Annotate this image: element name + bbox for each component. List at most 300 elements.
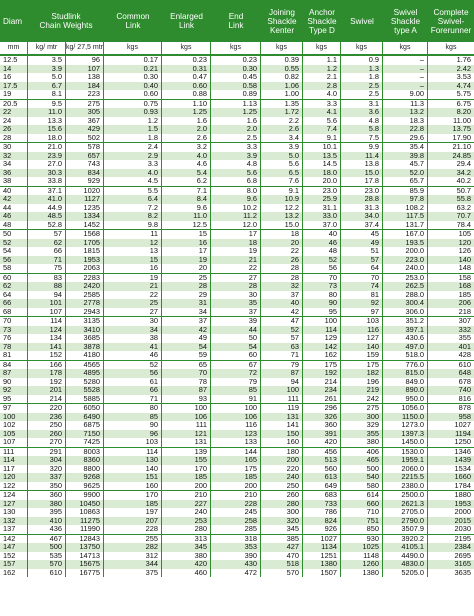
value-cell: 210 (211, 491, 261, 500)
diam-cell: 44 (0, 204, 28, 213)
row-group (0, 447, 474, 491)
value-cell: 11990 (66, 525, 104, 534)
value-cell: 1346 (454, 447, 471, 456)
value-cell: 41.0 (28, 195, 66, 204)
value-cell: 6.75 (456, 99, 471, 108)
diam-cell: 50 (0, 230, 28, 239)
row-group (0, 403, 474, 447)
value-cell: 114 (104, 448, 162, 457)
diam-cell: 66 (0, 299, 28, 308)
value-cell: 926 (303, 525, 341, 534)
diam-cell: 90 (0, 378, 28, 387)
value-cell: 420 (162, 560, 211, 569)
value-cell: 133 (211, 438, 261, 447)
diam-cell: 60 (0, 274, 28, 283)
value-cell: 184 (66, 82, 104, 91)
value-cell: 16 (104, 264, 162, 273)
value-cell: 4.74 (456, 81, 471, 90)
value-cell: – (383, 65, 428, 74)
value-cell: 1.76 (456, 56, 471, 64)
value-cell: 1260 (341, 560, 383, 569)
row-group (0, 142, 474, 186)
diam-cell: 105 (0, 430, 28, 439)
value-cell: 56 (104, 369, 162, 378)
value-cell: 114 (303, 326, 341, 335)
value-cell: 9.1 (261, 187, 303, 196)
value-cell: 3.4 (261, 134, 303, 143)
value-cell: 0.58 (211, 82, 261, 91)
value-cell: 1439 (454, 456, 471, 464)
value-cell: 23.0 (303, 187, 341, 196)
value-cell: 2.5 (341, 90, 383, 99)
value-cell: 139 (162, 448, 211, 457)
value-cell: 260 (28, 430, 66, 439)
table-row (0, 187, 474, 196)
value-cell: 103 (341, 317, 383, 326)
value-cell: 26 (261, 256, 303, 265)
table-row (0, 569, 474, 578)
value-cell: 3135 (66, 317, 104, 326)
value-cell: 849.0 (383, 378, 428, 387)
value-cell: 345 (261, 525, 303, 534)
value-cell: 47 (261, 317, 303, 326)
value-cell: 0.75 (104, 100, 162, 109)
value-cell: 28 (211, 282, 261, 291)
value-cell: 92 (341, 299, 383, 308)
value-cell: 8360 (66, 456, 104, 465)
value-cell: 192 (303, 369, 341, 378)
value-cell: 2.5 (341, 82, 383, 91)
table-row (0, 430, 474, 439)
value-cell: 350 (28, 482, 66, 491)
table-row (0, 448, 474, 457)
table-row (0, 274, 474, 283)
value-cell: 30 (104, 317, 162, 326)
diam-cell: 28 (0, 134, 28, 143)
value-cell: 185 (104, 500, 162, 509)
value-cell: 105 (458, 230, 471, 238)
value-cell: 182 (341, 369, 383, 378)
value-cell: 337 (28, 473, 66, 482)
table-row (0, 308, 474, 317)
table-row (0, 125, 474, 134)
value-cell: 467 (28, 535, 66, 544)
value-cell: 360 (28, 491, 66, 500)
unit-cell: kgs (341, 42, 383, 54)
value-cell: 111 (162, 421, 211, 430)
value-cell: 141 (261, 421, 303, 430)
value-cell: 37.0 (303, 221, 341, 230)
table-row (0, 395, 474, 404)
value-cell: 3878 (66, 343, 104, 352)
value-cell: 2.6 (162, 134, 211, 143)
value-cell: 63.2 (456, 203, 471, 212)
value-cell: 6.8 (211, 177, 261, 186)
value-cell: 1056.0 (383, 404, 428, 413)
value-cell: 140 (458, 255, 471, 264)
diam-cell: 142 (0, 535, 28, 544)
value-cell: 40 (303, 230, 341, 239)
value-cell: 228 (104, 525, 162, 534)
value-cell: 12.0 (211, 221, 261, 230)
value-cell: 13.75 (452, 125, 471, 133)
table-row (0, 500, 474, 509)
value-cell: 11.3 (383, 100, 428, 109)
value-cell: 580 (341, 482, 383, 491)
value-cell: 1235 (66, 204, 104, 213)
value-cell: 11.4 (341, 152, 383, 161)
value-cell: 258 (211, 517, 261, 526)
row-group (0, 490, 474, 534)
units-row (0, 42, 474, 55)
value-cell: 19 (162, 256, 211, 265)
value-cell: 500 (28, 543, 66, 552)
value-cell: 9625 (66, 482, 104, 491)
value-cell: 1334 (66, 212, 104, 221)
value-cell: 50.7 (456, 186, 471, 195)
value-cell: 119 (261, 404, 303, 413)
value-cell: 29.6 (383, 134, 428, 143)
value-cell: 220 (28, 404, 66, 413)
header-studlink: Studlink Chain Weights (39, 12, 93, 30)
value-cell: 75 (28, 264, 66, 273)
value-cell: 18.0 (28, 134, 66, 143)
value-cell: 63 (261, 343, 303, 352)
value-cell: 30 (211, 291, 261, 300)
value-cell: 5.0 (28, 73, 66, 82)
value-cell: 100 (303, 317, 341, 326)
value-cell: 140 (104, 465, 162, 474)
value-cell: 95 (303, 308, 341, 317)
value-cell: 70.7 (456, 212, 471, 220)
value-cell: 560 (303, 465, 341, 474)
value-cell: 31 (162, 299, 211, 308)
value-cell: 106 (162, 413, 211, 422)
value-cell: 49 (341, 239, 383, 248)
value-cell: 5280 (66, 378, 104, 387)
diam-cell: 38 (0, 177, 28, 186)
unit-cell: kgs (162, 42, 211, 54)
value-cell: 14713 (66, 552, 104, 561)
table-row (0, 82, 474, 91)
value-cell: 29.4 (456, 160, 471, 168)
diam-cell: 12.5 (0, 56, 28, 65)
diam-cell: 30 (0, 143, 28, 152)
value-cell: 2195 (454, 534, 471, 543)
value-cell: 79 (261, 361, 303, 370)
value-cell: 2695 (454, 551, 471, 560)
diam-cell: 92 (0, 386, 28, 395)
value-cell: 6050 (66, 404, 104, 413)
value-cell: 367 (66, 117, 104, 126)
value-cell: 170 (162, 465, 211, 474)
value-cell: 291 (28, 448, 66, 457)
table-row (0, 221, 474, 230)
value-cell: 48 (303, 247, 341, 256)
value-cell: 62 (28, 239, 66, 248)
value-cell: 13.2 (261, 212, 303, 221)
value-cell: 0.82 (261, 73, 303, 82)
value-cell: 16775 (66, 569, 104, 578)
value-cell: 0.40 (104, 82, 162, 91)
value-cell: 0.88 (162, 90, 211, 99)
value-cell: 15.0 (341, 169, 383, 178)
value-cell: 13.3 (28, 117, 66, 126)
value-cell: 15.0 (261, 221, 303, 230)
value-cell: 107 (66, 65, 104, 74)
value-cell: 25 (162, 274, 211, 283)
value-cell: 130 (104, 456, 162, 465)
value-cell: – (383, 56, 428, 65)
value-cell: 0.30 (211, 65, 261, 74)
table-row (0, 108, 474, 117)
value-cell: 11.0 (28, 108, 66, 117)
value-cell: 80 (303, 291, 341, 300)
value-cell: 20.0 (303, 177, 341, 186)
value-cell: 240 (162, 508, 211, 517)
value-cell: 6490 (66, 413, 104, 422)
value-cell: 5.6 (261, 160, 303, 169)
value-cell: 206 (458, 299, 471, 307)
value-cell: 2.0 (162, 125, 211, 134)
value-cell: 5.6 (211, 169, 261, 178)
value-cell: 430 (211, 560, 261, 569)
diam-cell: 157 (0, 560, 28, 569)
value-cell: 127 (341, 334, 383, 343)
diam-cell: 84 (0, 361, 28, 370)
value-cell: 44.9 (28, 204, 66, 213)
value-cell: 344 (104, 560, 162, 569)
value-cell: 150 (261, 430, 303, 439)
table-row (0, 100, 474, 109)
value-cell: 214 (303, 378, 341, 387)
value-cell: 39.8 (383, 152, 428, 161)
value-cell: 10450 (66, 500, 104, 509)
value-cell: 380 (28, 500, 66, 509)
value-cell: 10.2 (211, 204, 261, 213)
value-cell: 38 (104, 334, 162, 343)
value-cell: 81 (341, 291, 383, 300)
value-cell: 214 (28, 395, 66, 404)
value-cell: 1127 (66, 195, 104, 204)
value-cell: 54 (211, 343, 261, 352)
table-row (0, 560, 474, 569)
value-cell: 2420 (66, 282, 104, 291)
value-cell: 56 (303, 264, 341, 273)
value-cell: 1.3 (341, 65, 383, 74)
value-cell: 19 (104, 274, 162, 283)
value-cell: 430.6 (383, 334, 428, 343)
value-cell: 219 (341, 386, 383, 395)
value-cell: 1273.0 (383, 421, 428, 430)
value-cell: 66 (104, 386, 162, 395)
value-cell: 2.2 (261, 117, 303, 126)
value-cell: 614 (341, 491, 383, 500)
value-cell: 3410 (66, 326, 104, 335)
value-cell: 39 (211, 317, 261, 326)
value-cell: 0.9 (341, 56, 383, 65)
value-cell: 22 (211, 264, 261, 273)
value-cell: 155 (162, 456, 211, 465)
value-cell: 410 (28, 517, 66, 526)
value-cell: 318 (211, 535, 261, 544)
value-cell: 8.4 (162, 195, 211, 204)
value-cell: 743 (66, 160, 104, 169)
diam-cell: 87 (0, 369, 28, 378)
value-cell: 142 (303, 343, 341, 352)
value-cell: 2.6 (261, 125, 303, 134)
value-cell: 152 (28, 351, 66, 360)
value-cell: 201 (28, 386, 66, 395)
value-cell: 4.6 (162, 160, 211, 169)
value-cell: 610 (458, 360, 471, 369)
value-cell: 6875 (66, 421, 104, 430)
header-enlarged-link: Enlarged Link (170, 12, 203, 30)
value-cell: 2943 (66, 308, 104, 317)
value-cell: 4.8 (211, 160, 261, 169)
value-cell: 34.2 (456, 168, 471, 177)
value-cell: 678 (458, 377, 471, 386)
value-cell: 261 (303, 395, 341, 404)
diam-cell: 73 (0, 326, 28, 335)
unit-cell: kgs (445, 44, 457, 51)
diam-cell: 16 (0, 73, 28, 82)
value-cell: 101 (28, 299, 66, 308)
value-cell: 0.55 (261, 65, 303, 74)
value-cell: 8.2 (104, 212, 162, 221)
value-cell: 78.4 (456, 220, 471, 229)
value-cell: 124 (28, 326, 66, 335)
value-cell: 3.1 (341, 100, 383, 109)
row-group (0, 55, 474, 99)
value-cell: 733 (303, 500, 341, 509)
value-cell: 24.85 (452, 151, 471, 160)
value-cell: 234 (303, 386, 341, 395)
value-cell: 250 (28, 421, 66, 430)
table-row (0, 473, 474, 482)
value-cell: 3.3 (303, 100, 341, 109)
diam-cell: 124 (0, 491, 28, 500)
value-cell: 65.7 (383, 177, 428, 186)
value-cell: 42 (162, 326, 211, 335)
diam-cell: 68 (0, 308, 28, 317)
value-cell: 40 (261, 299, 303, 308)
value-cell: 1148 (341, 552, 383, 561)
value-cell: 3.9 (28, 65, 66, 74)
value-cell: 9268 (66, 473, 104, 482)
value-cell: 100 (261, 386, 303, 395)
value-cell: 834 (66, 169, 104, 178)
value-cell: 518.0 (383, 351, 428, 360)
value-cell: 657 (66, 152, 104, 161)
table-row (0, 465, 474, 474)
value-cell: 1.2 (303, 65, 341, 74)
value-cell: 1953 (66, 256, 104, 265)
table-row (0, 386, 474, 395)
table-row (0, 299, 474, 308)
value-cell: 37 (211, 308, 261, 317)
diam-cell: 48 (0, 221, 28, 230)
value-cell: 114 (28, 317, 66, 326)
diam-cell: 147 (0, 543, 28, 552)
value-cell: 100 (162, 404, 211, 413)
value-cell: 8.0 (211, 187, 261, 196)
value-cell: 4490.0 (383, 552, 428, 561)
value-cell: 158 (458, 273, 471, 282)
diam-cell: 102 (0, 421, 28, 430)
value-cell: 3635 (454, 568, 471, 577)
value-cell: 7425 (66, 438, 104, 447)
value-cell: 83 (28, 274, 66, 283)
diam-cell: 42 (0, 195, 28, 204)
value-cell: 385 (261, 535, 303, 544)
value-cell: 4.0 (162, 152, 211, 161)
value-cell: 90 (303, 299, 341, 308)
value-cell: 429 (66, 125, 104, 134)
value-cell: 168 (458, 282, 471, 290)
table-row (0, 317, 474, 326)
value-cell: 11275 (66, 517, 104, 526)
value-cell: 165 (211, 456, 261, 465)
value-cell: 1568 (66, 230, 104, 239)
diam-cell: 137 (0, 525, 28, 534)
row-group (0, 229, 474, 273)
value-cell: 3.5 (28, 56, 66, 65)
value-cell: 2585 (66, 291, 104, 300)
value-cell: 436 (28, 525, 66, 534)
value-cell: 96 (66, 56, 104, 65)
value-cell: 6.4 (104, 195, 162, 204)
table-row (0, 247, 474, 256)
value-cell: 326 (303, 413, 341, 422)
value-cell: 103 (104, 438, 162, 447)
value-cell: 518 (261, 560, 303, 569)
value-cell: 29 (162, 291, 211, 300)
value-cell: 578 (66, 143, 104, 152)
value-cell: 4105.1 (383, 543, 428, 552)
value-cell: 465 (341, 456, 383, 465)
value-cell: 22 (261, 247, 303, 256)
value-cell: 3685 (66, 334, 104, 343)
value-cell: 0.23 (162, 56, 211, 65)
unit-cell: kgs (104, 42, 162, 54)
value-cell: 180 (261, 448, 303, 457)
value-cell: 85 (211, 386, 261, 395)
value-cell: 375 (104, 569, 162, 578)
value-cell: 57 (28, 230, 66, 239)
value-cell: 3.9 (261, 143, 303, 152)
value-cell: 7.5 (341, 134, 383, 143)
table-row (0, 134, 474, 143)
value-cell: 11.0 (162, 212, 211, 221)
value-cell: 312 (104, 552, 162, 561)
value-cell: 20 (162, 264, 211, 273)
value-cell: 100 (211, 404, 261, 413)
diam-cell: 26 (0, 125, 28, 134)
diam-cell: 107 (0, 438, 28, 447)
value-cell: 878 (458, 404, 471, 412)
value-cell: 4.5 (104, 177, 162, 186)
value-cell: 141 (28, 343, 66, 352)
value-cell: 240.0 (383, 264, 428, 273)
value-cell: 9.9 (341, 143, 383, 152)
value-cell: 786 (303, 508, 341, 517)
diam-cell: 19 (0, 90, 28, 99)
value-cell: 3.6 (341, 108, 383, 117)
value-cell: 9.6 (211, 195, 261, 204)
value-cell: 2500.0 (383, 491, 428, 500)
value-cell: 1.2 (104, 117, 162, 126)
